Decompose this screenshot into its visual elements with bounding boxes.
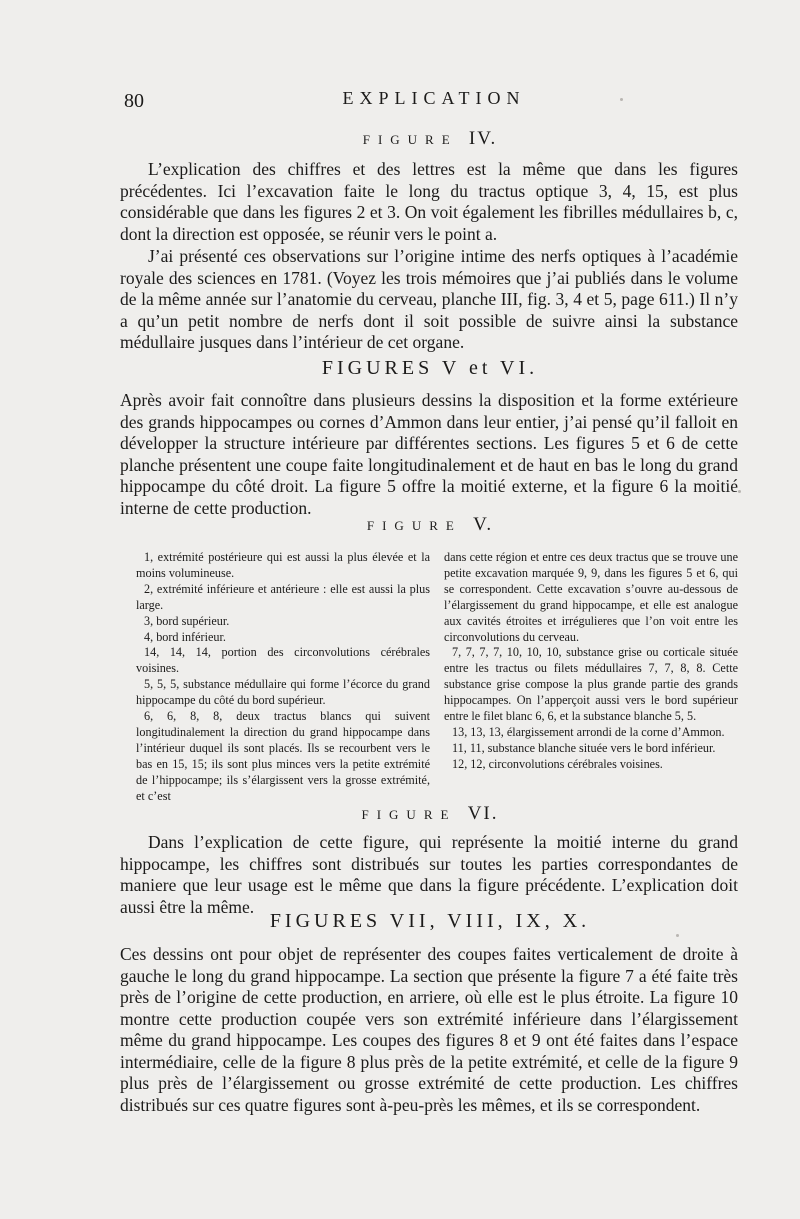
figure-v-heading-roman: V. xyxy=(473,514,494,535)
figures-v-vi-paragraph: Après avoir fait connoître dans plusieurs dessins la disposition et la forme extérieure des grands hippocampes ou cornes d’Ammon dans leur entier, j’ai pensé qu’il falloit en développer la structure intérieure par différentes sections. Les figures 5 et 6 de cette planche présentent une coupe faite longitudinalement et de haut en bas le long du grand hippocampe du côté droit. La figure 5 offre la moitié externe, et la figure 6 la moitié interne de cette production. xyxy=(120,390,738,518)
legend-item: 11, 11, substance blanche située vers le bord inférieur. xyxy=(452,740,716,755)
legend-item: 4, bord inférieur. xyxy=(144,629,226,644)
figure-v-right-column xyxy=(444,550,738,773)
paper-speck xyxy=(620,98,623,101)
legend-item: 1, extrémité postérieure qui est aussi la plus élevée et la moins volumineuse. xyxy=(136,550,430,580)
figure-v-left-column xyxy=(136,550,430,805)
figures-vii-x-heading: FIGURES VII, VIII, IX, X. xyxy=(269,910,591,932)
figure-vi-heading-word: FIGURE xyxy=(361,807,457,822)
legend-item: 12, 12, circonvolutions cérébrales voisines. xyxy=(452,756,663,771)
legend-item: 14, 14, 14, portion des circonvolutions cérébrales voisines. xyxy=(136,645,430,676)
figure-iv-paragraph-1: L’explication des chiffres et des lettres est la même que dans les figures précédentes. Ici l’excavation faite le long du tractus optique 3, 4, 15, est plus considérable que dans les figures 2 et 3. On voit également les fibrilles médullaires b, c, dont la direction est opposée, se réunir vers le point a. xyxy=(120,159,738,244)
paper-speck xyxy=(738,490,741,493)
legend-item: 5, 5, 5, substance médullaire qui forme l’écorce du grand hippocampe du côté du bord supérieur. xyxy=(136,677,430,708)
page-number: 80 xyxy=(124,90,144,112)
legend-item: 7, 7, 7, 7, 10, 10, 10, substance grise ou corticale située entre les tractus ou filets médullaires 7, 7, 8, 8. Cette substance grise compose la plus grande partie des grands hippocampes. On l’apperçoit aussi vers le bord supérieur entre le filet blanc 6, 6, et la substance blanche 5, 5. xyxy=(444,645,738,724)
legend-item: 6, 6, 8, 8, deux tractus blancs qui suivent longitudinalement la direction du grand hippocampe dans l’intérieur duquel ils sont placés. Ils se recourbent vers le bas en 15, 15; ils sont plus minces vers la petite extrémité de l’hippocampe; ils s’élargissent vers la grosse extrémité, et c’est xyxy=(136,709,430,803)
figures-v-vi-heading: FIGURES V et VI. xyxy=(321,357,539,379)
figure-iv-heading-roman: IV. xyxy=(468,128,498,149)
figure-iv-heading xyxy=(120,128,740,150)
figures-vii-x-paragraph: Ces dessins ont pour objet de représenter des coupes faites verticalement de droite à gauche le long du grand hippocampe. La section que présente la figure 7 a été faite très près de l’origine de cette production, en arriere, où elle est le plus étroite. La figure 10 montre cette production coupée vers son extrémité inférieure dans l’élargissement même du grand hippocampe. Les coupes des figures 8 et 9 ont été faites dans l’espace intermédiaire, celle de la figure 8 plus près de la petite extrémité, et celle de la figure 9 plus près de l’élargissement ou grosse extrémité de cette production. Les chiffres distribués sur ces quatre figures sont à-peu-près les mêmes, et ils se correspondent. xyxy=(120,944,738,1115)
figure-iv-heading-word: FIGURE xyxy=(362,132,458,147)
figure-iv-paragraph-2: J’ai présenté ces observations sur l’origine intime des nerfs optiques à l’académie royale des sciences en 1781. (Voyez les trois mémoires que j’ai publiés dans le volume de la même année sur l’anatomie du cerveau, planche III, fig. 3, 4 et 5, page 611.) Il n’y a qu’un petit nombre de nerfs dont il soit possible de suivre ainsi la substance médullaire jusques dans l’intérieur de cet organe. xyxy=(120,246,738,352)
page-header xyxy=(124,88,744,118)
legend-item: 2, extrémité inférieure et antérieure : elle est aussi la plus large. xyxy=(136,581,430,612)
paper-speck xyxy=(676,934,679,937)
figure-v-heading-word: FIGURE xyxy=(366,518,462,533)
figure-vi-paragraph: Dans l’explication de cette figure, qui représente la moitié interne du grand hippocampe, les chiffres sont distribués sur toutes les parties correspondantes de maniere que leur usage est le même que dans la figure précédente. L’explication doit aussi être la même. xyxy=(120,832,738,917)
legend-item: 3, bord supérieur. xyxy=(144,613,230,628)
figure-vi-heading xyxy=(120,803,740,825)
legend-item: 13, 13, 13, élargissement arrondi de la corne d’Ammon. xyxy=(452,724,725,739)
figure-v-heading xyxy=(120,514,740,536)
figure-vi-heading-roman: VI. xyxy=(467,803,499,824)
running-title: EXPLICATION xyxy=(342,88,526,108)
legend-item-continuation: dans cette région et entre ces deux tractus que se trouve une petite excavation marquée 9, 9, dans les figures 5 et 6, qui se correspondent. Cette excavation s’ouvre au-dessous de l’élargissement du grand hippocampe, et elle est analogue aux cavités étroites et irrégulieres que l’on voit entre les circonvolutions du cerveau. xyxy=(444,550,738,644)
